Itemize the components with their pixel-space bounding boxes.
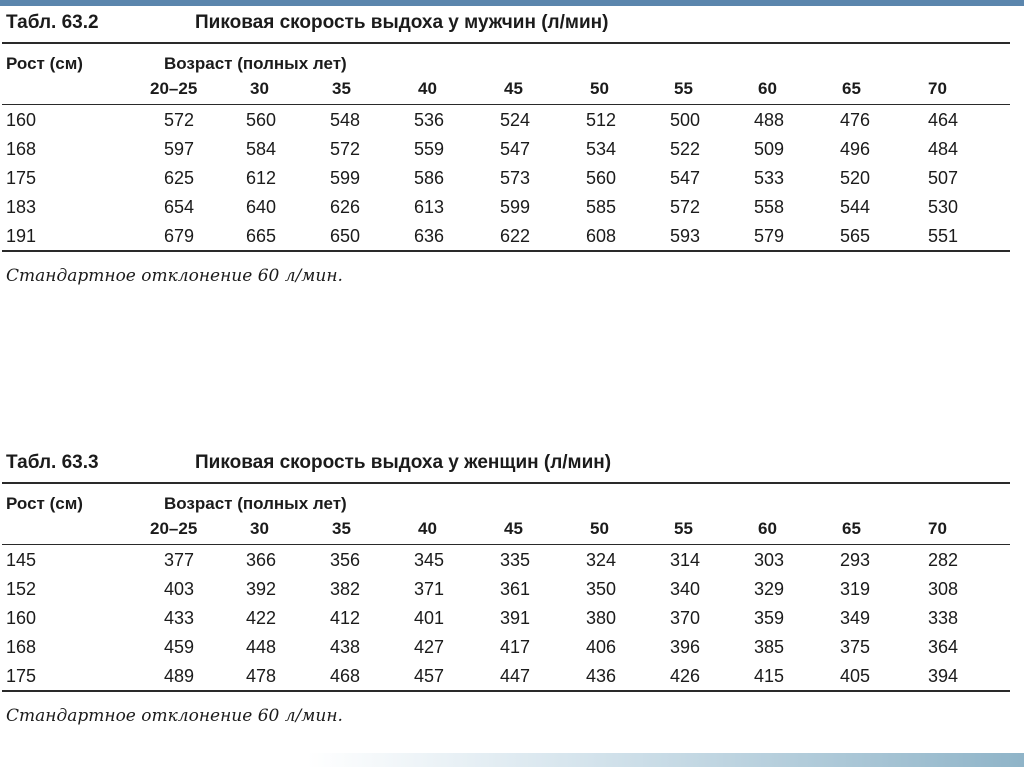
value-cell: 478 xyxy=(246,666,277,686)
age-column-header: 45 xyxy=(504,79,523,98)
table-row xyxy=(0,163,1010,192)
table-footnote: Стандартное отклонение 60 л/мин. xyxy=(6,266,343,286)
value-cell: 415 xyxy=(754,666,785,686)
row-header-label: Рост (см) xyxy=(6,54,83,73)
value-cell: 524 xyxy=(500,110,531,130)
value-cell: 533 xyxy=(754,168,785,188)
value-cell: 484 xyxy=(928,139,959,159)
value-cell: 548 xyxy=(330,110,361,130)
value-cell: 314 xyxy=(670,550,701,570)
value-cell: 356 xyxy=(330,550,361,570)
value-cell: 436 xyxy=(586,666,617,686)
value-cell: 303 xyxy=(754,550,785,570)
value-cell: 350 xyxy=(586,579,617,599)
value-cell: 433 xyxy=(164,608,195,628)
value-cell: 636 xyxy=(414,226,445,246)
value-cell: 593 xyxy=(670,226,701,246)
age-column-header: 50 xyxy=(590,79,609,98)
table-caption xyxy=(0,6,1010,42)
height-cell: 175 xyxy=(6,666,37,686)
value-cell: 530 xyxy=(928,197,959,217)
value-cell: 417 xyxy=(500,637,531,657)
value-cell: 496 xyxy=(840,139,871,159)
value-cell: 573 xyxy=(500,168,531,188)
value-cell: 544 xyxy=(840,197,871,217)
age-column-header: 40 xyxy=(418,79,437,98)
table-title: Пиковая скорость выдоха у мужчин (л/мин) xyxy=(195,12,609,33)
value-cell: 391 xyxy=(500,608,531,628)
age-column-header: 35 xyxy=(332,79,351,98)
value-cell: 324 xyxy=(586,550,617,570)
table-row xyxy=(0,661,1010,690)
height-cell: 183 xyxy=(6,197,37,217)
value-cell: 392 xyxy=(246,579,277,599)
value-cell: 412 xyxy=(330,608,361,628)
value-cell: 559 xyxy=(414,139,445,159)
value-cell: 522 xyxy=(670,139,701,159)
age-column-header: 45 xyxy=(504,519,523,538)
table-caption xyxy=(0,446,1010,482)
value-cell: 438 xyxy=(330,637,361,657)
value-cell: 520 xyxy=(840,168,871,188)
age-column-header: 30 xyxy=(250,79,269,98)
value-cell: 551 xyxy=(928,226,959,246)
age-column-header: 55 xyxy=(674,79,693,98)
value-cell: 401 xyxy=(414,608,445,628)
value-cell: 613 xyxy=(414,197,445,217)
age-column-header: 35 xyxy=(332,519,351,538)
height-cell: 152 xyxy=(6,579,37,599)
height-cell: 168 xyxy=(6,139,37,159)
value-cell: 394 xyxy=(928,666,959,686)
value-cell: 560 xyxy=(586,168,617,188)
value-cell: 585 xyxy=(586,197,617,217)
age-columns-row xyxy=(0,74,1010,104)
row-header-label: Рост (см) xyxy=(6,494,83,513)
value-cell: 572 xyxy=(164,110,195,130)
value-cell: 380 xyxy=(586,608,617,628)
age-columns-row xyxy=(0,514,1010,544)
value-cell: 405 xyxy=(840,666,871,686)
age-column-header: 20–25 xyxy=(150,79,198,98)
table-row xyxy=(0,221,1010,250)
value-cell: 457 xyxy=(414,666,445,686)
value-cell: 584 xyxy=(246,139,277,159)
value-cell: 319 xyxy=(840,579,871,599)
table-row xyxy=(0,105,1010,134)
age-column-header: 60 xyxy=(758,519,777,538)
value-cell: 385 xyxy=(754,637,785,657)
age-column-header: 30 xyxy=(250,519,269,538)
value-cell: 572 xyxy=(670,197,701,217)
value-cell: 650 xyxy=(330,226,361,246)
value-cell: 547 xyxy=(500,139,531,159)
table-number: Табл. 63.2 xyxy=(6,12,99,33)
value-cell: 597 xyxy=(164,139,195,159)
age-header-label: Возраст (полных лет) xyxy=(164,494,347,513)
table-row xyxy=(0,603,1010,632)
table-footnote: Стандартное отклонение 60 л/мин. xyxy=(6,706,343,726)
value-cell: 622 xyxy=(500,226,531,246)
age-column-header: 70 xyxy=(928,79,947,98)
value-cell: 366 xyxy=(246,550,277,570)
table-peak-flow-men xyxy=(0,6,1010,286)
age-column-header: 65 xyxy=(842,519,861,538)
value-cell: 509 xyxy=(754,139,785,159)
table-title: Пиковая скорость выдоха у женщин (л/мин) xyxy=(195,452,612,473)
value-cell: 293 xyxy=(840,550,871,570)
slide-bottom-accent xyxy=(0,753,1024,767)
height-cell: 168 xyxy=(6,637,37,657)
value-cell: 349 xyxy=(840,608,871,628)
value-cell: 489 xyxy=(164,666,195,686)
value-cell: 371 xyxy=(414,579,445,599)
value-cell: 403 xyxy=(164,579,195,599)
value-cell: 338 xyxy=(928,608,959,628)
table-row xyxy=(0,192,1010,221)
value-cell: 547 xyxy=(670,168,701,188)
value-cell: 308 xyxy=(928,579,959,599)
table-peak-flow-women xyxy=(0,446,1010,726)
value-cell: 476 xyxy=(840,110,871,130)
value-cell: 572 xyxy=(330,139,361,159)
value-cell: 459 xyxy=(164,637,195,657)
value-cell: 359 xyxy=(754,608,785,628)
value-cell: 507 xyxy=(928,168,959,188)
age-column-header: 60 xyxy=(758,79,777,98)
table-row xyxy=(0,632,1010,661)
value-cell: 422 xyxy=(246,608,277,628)
value-cell: 599 xyxy=(500,197,531,217)
value-cell: 464 xyxy=(928,110,959,130)
value-cell: 340 xyxy=(670,579,701,599)
value-cell: 625 xyxy=(164,168,195,188)
value-cell: 426 xyxy=(670,666,701,686)
table-header-row xyxy=(0,44,1010,74)
value-cell: 335 xyxy=(500,550,531,570)
value-cell: 579 xyxy=(754,226,785,246)
value-cell: 626 xyxy=(330,197,361,217)
value-cell: 599 xyxy=(330,168,361,188)
value-cell: 361 xyxy=(500,579,531,599)
table-row xyxy=(0,545,1010,574)
age-header-label: Возраст (полных лет) xyxy=(164,54,347,73)
value-cell: 345 xyxy=(414,550,445,570)
value-cell: 329 xyxy=(754,579,785,599)
value-cell: 427 xyxy=(414,637,445,657)
height-cell: 160 xyxy=(6,110,37,130)
height-cell: 145 xyxy=(6,550,37,570)
table-row xyxy=(0,574,1010,603)
age-column-header: 55 xyxy=(674,519,693,538)
table-row xyxy=(0,134,1010,163)
age-column-header: 50 xyxy=(590,519,609,538)
value-cell: 512 xyxy=(586,110,617,130)
value-cell: 640 xyxy=(246,197,277,217)
value-cell: 406 xyxy=(586,637,617,657)
value-cell: 382 xyxy=(330,579,361,599)
value-cell: 375 xyxy=(840,637,871,657)
age-column-header: 20–25 xyxy=(150,519,198,538)
value-cell: 370 xyxy=(670,608,701,628)
value-cell: 665 xyxy=(246,226,277,246)
age-column-header: 40 xyxy=(418,519,437,538)
value-cell: 488 xyxy=(754,110,785,130)
value-cell: 364 xyxy=(928,637,959,657)
table-body xyxy=(0,105,1010,250)
value-cell: 558 xyxy=(754,197,785,217)
value-cell: 565 xyxy=(840,226,871,246)
table-number: Табл. 63.3 xyxy=(6,452,99,473)
value-cell: 612 xyxy=(246,168,277,188)
height-cell: 160 xyxy=(6,608,37,628)
value-cell: 468 xyxy=(330,666,361,686)
value-cell: 500 xyxy=(670,110,701,130)
height-cell: 175 xyxy=(6,168,37,188)
table-header-row xyxy=(0,484,1010,514)
value-cell: 654 xyxy=(164,197,195,217)
age-column-header: 65 xyxy=(842,79,861,98)
value-cell: 377 xyxy=(164,550,195,570)
value-cell: 608 xyxy=(586,226,617,246)
value-cell: 679 xyxy=(164,226,195,246)
value-cell: 534 xyxy=(586,139,617,159)
age-column-header: 70 xyxy=(928,519,947,538)
table-body xyxy=(0,545,1010,690)
value-cell: 536 xyxy=(414,110,445,130)
height-cell: 191 xyxy=(6,226,37,246)
value-cell: 396 xyxy=(670,637,701,657)
value-cell: 586 xyxy=(414,168,445,188)
value-cell: 448 xyxy=(246,637,277,657)
value-cell: 447 xyxy=(500,666,531,686)
value-cell: 282 xyxy=(928,550,959,570)
value-cell: 560 xyxy=(246,110,277,130)
